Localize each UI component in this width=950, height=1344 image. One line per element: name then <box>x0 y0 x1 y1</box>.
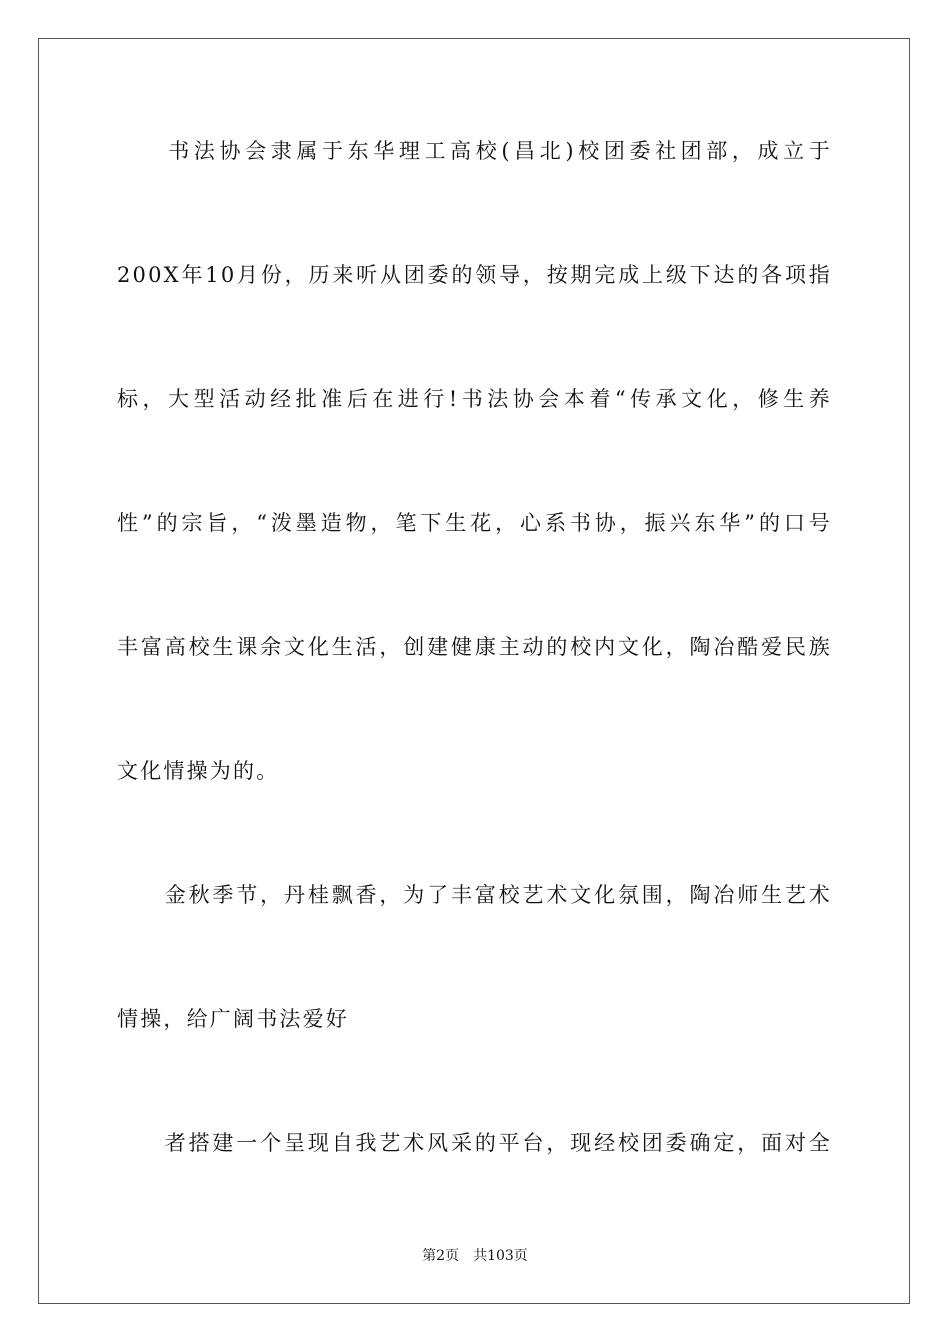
text-line-8: 情操，给广阔书法爱好 <box>117 1007 349 1031</box>
text-line-1: 书法协会隶属于东华理工高校(昌北)校团委社团部，成立于 <box>117 139 832 163</box>
text-line-6: 文化情操为的。 <box>117 759 280 783</box>
text-line-4: 性”的宗旨，“泼墨造物，笔下生花，心系书协，振兴东华”的口号 <box>117 511 832 535</box>
text-line-9: 者搭建一个呈现自我艺术风采的平台，现经校团委确定，面对全 <box>117 1131 832 1155</box>
page-border <box>38 38 910 1304</box>
text-line-5: 丰富高校生课余文化生活，创建健康主动的校内文化，陶冶酷爱民族 <box>117 635 832 659</box>
text-line-7: 金秋季节，丹桂飘香，为了丰富校艺术文化氛围，陶冶师生艺术 <box>117 883 832 907</box>
text-line-2: 200X年10月份，历来听从团委的领导，按期完成上级下达的各项指 <box>117 263 832 287</box>
page-number-footer: 第2页 共103页 <box>422 1248 528 1264</box>
text-line-3: 标，大型活动经批准后在进行!书法协会本着“传承文化，修生养 <box>117 387 832 411</box>
